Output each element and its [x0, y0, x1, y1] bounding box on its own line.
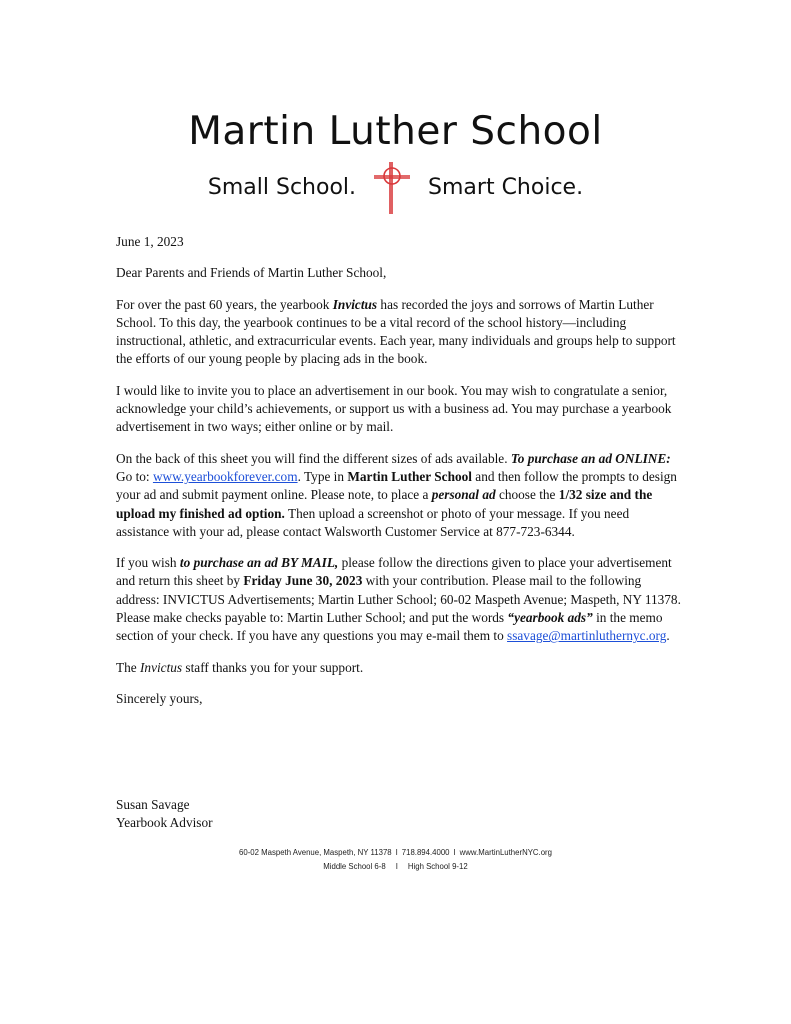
text-span: in the memo section of your check. If you have any questions you may e-mail them to	[116, 610, 663, 644]
text-span: and then follow the prompts to design your ad and submit payment online. Please note, to place a	[116, 468, 677, 503]
text-span: .	[666, 628, 670, 644]
signature-block	[116, 796, 213, 833]
paragraph-invite: I would like to invite you to place an advertisement in our book. You may wish to congratulate a senior, acknowledge your child’s achievements, or support us with a business ad. You may purchase a yearbook advertisement in two ways; either online or by mail.	[116, 382, 672, 435]
letter-date: June 1, 2023	[116, 234, 184, 249]
online-purchase-heading: To purchase an ad ONLINE:	[510, 450, 671, 466]
text-span: For over the past 60 years, the yearbook	[116, 296, 333, 312]
text-span: Go to:	[116, 468, 153, 484]
size-option-bold: 1/32 size and the upload my finished ad option.	[116, 487, 653, 521]
deadline-date: Friday June 30, 2023	[243, 573, 363, 589]
footer-middle-school: Middle School 6-8	[323, 862, 386, 871]
footer-separator: I	[453, 848, 456, 857]
letter-body	[116, 233, 684, 721]
text-span: has recorded the joys and sorrows of Martin Luther School. To this day, the yearbook continues to be a vital record of the school history—including instructional, athletic, and extracurricular events. Each year, many individuals and groups help to support the efforts of our young people by placing ads in the book.	[116, 296, 676, 367]
yearbook-title: Invictus	[140, 659, 183, 675]
paragraph-thanks	[116, 659, 684, 677]
text-span: with your contribution. Please mail to the following address: INVICTUS Advertisements; Martin Luther School; 60-02 Maspeth Avenue; Maspeth, NY 11378. Please make checks payable to: Martin Luther School; and put the words	[116, 573, 681, 626]
footer-separator: I	[395, 848, 398, 857]
letter-greeting: Dear Parents and Friends of Martin Luther School,	[116, 265, 387, 281]
text-span: The	[116, 659, 140, 675]
footer-line-1	[0, 846, 791, 860]
paragraph-mail	[116, 554, 684, 645]
page-footer	[0, 846, 791, 874]
text-span: If you wish	[116, 555, 180, 571]
text-span: choose the	[495, 487, 559, 503]
tagline-left: Small School.	[207, 175, 357, 200]
footer-address: 60-02 Maspeth Avenue, Maspeth, NY 11378	[239, 848, 392, 857]
tagline	[0, 160, 791, 216]
cross-icon	[370, 160, 414, 216]
footer-high-school: High School 9-12	[407, 862, 468, 871]
letter-closing: Sincerely yours,	[116, 690, 203, 706]
paragraph-intro	[116, 296, 684, 369]
text-span: . Type in	[297, 468, 348, 484]
yearbook-title: Invictus	[332, 296, 378, 312]
footer-line-2	[0, 860, 791, 874]
email-link[interactable]: ssavage@martinluthernyc.org	[507, 628, 667, 644]
school-name-heading: Martin Luther School	[188, 109, 603, 154]
memo-words: “yearbook ads”	[507, 610, 593, 626]
text-span: staff thanks you for your support.	[182, 659, 364, 675]
text-span: On the back of this sheet you will find the different sizes of ads available.	[116, 450, 511, 466]
paragraph-online	[116, 450, 684, 541]
mail-purchase-heading: to purchase an ad BY MAIL,	[179, 555, 339, 571]
yearbookforever-link[interactable]: www.yearbookforever.com	[152, 468, 298, 484]
signer-title: Yearbook Advisor	[116, 815, 213, 831]
school-name-bold: Martin Luther School	[347, 468, 472, 484]
footer-website: www.MartinLutherNYC.org	[459, 848, 552, 857]
signer-name: Susan Savage	[116, 797, 190, 812]
footer-separator: I	[395, 862, 398, 871]
text-span: Then upload a screenshot or photo of your message. If you need assistance with your ad, please contact Walsworth Customer Service at 877-723-6344.	[116, 505, 630, 539]
tagline-right: Smart Choice.	[428, 175, 584, 200]
personal-ad-term: personal ad	[431, 487, 496, 503]
footer-phone: 718.894.4000	[401, 848, 450, 857]
text-span: please follow the directions given to place your advertisement and return this sheet by	[116, 555, 672, 589]
